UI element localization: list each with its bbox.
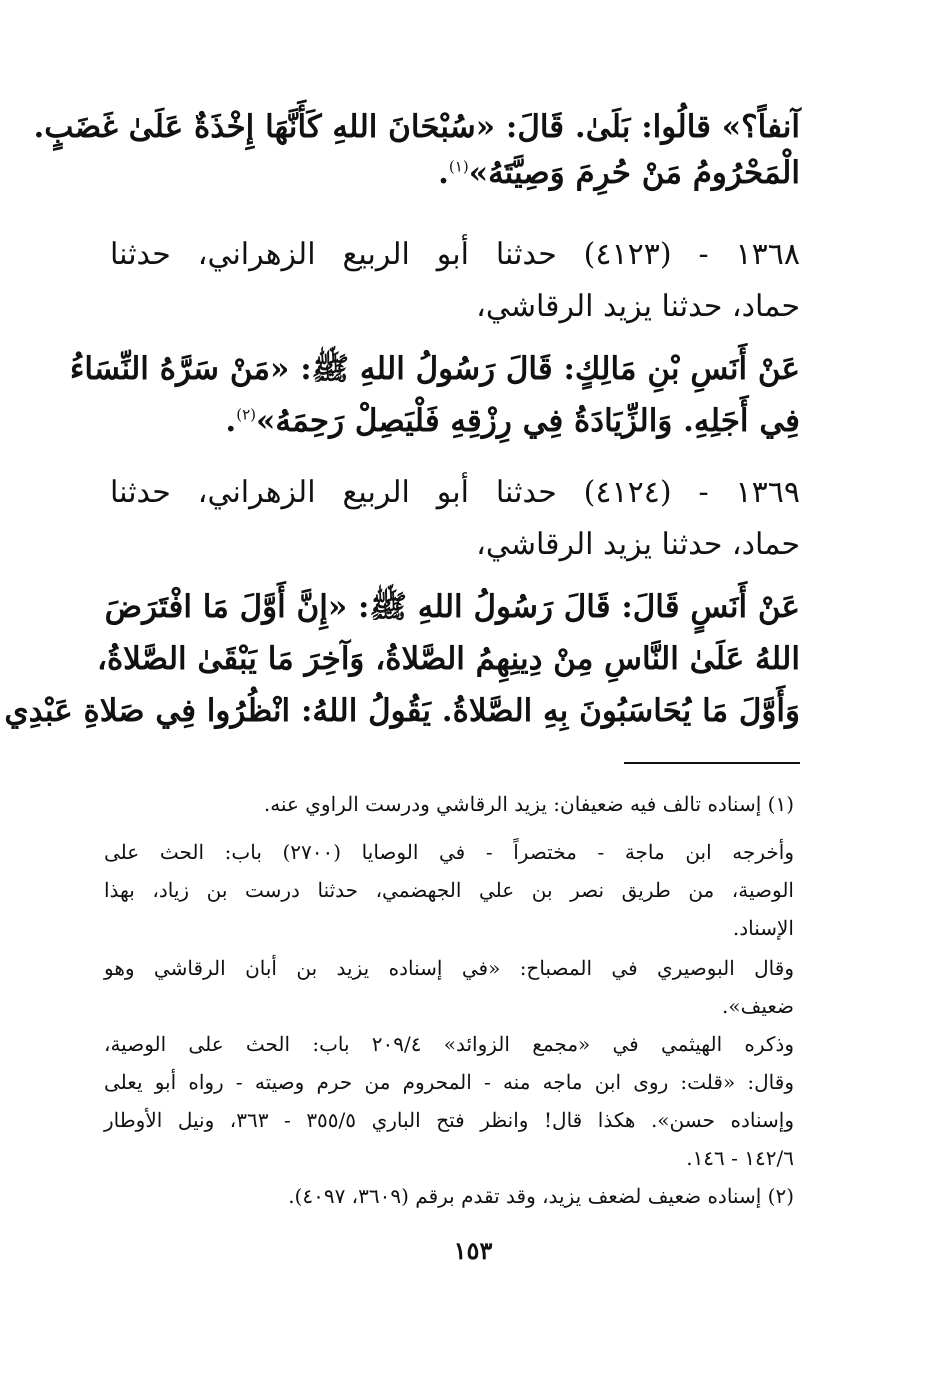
footnote-ref-2: (٢): [236, 405, 256, 424]
footnote-1-line-7: وذكره الهيثمي في «مجمع الزوائد» ٢٠٩/٤ باب: الحث على الوصية،: [104, 1032, 794, 1056]
footnote-1-line-8: وقال: «قلت: روى ابن ماجه منه - المحروم من حرم وصيته - رواه أبو يعلى: [104, 1070, 794, 1094]
footnote-1-line-5: وقال البوصيري في المصباح: «في إسناده يزيد بن أبان الرقاشي وهو: [104, 956, 794, 980]
footnote-2-line-1: (٢) إسناده ضعيف لضعف يزيد، وقد تقدم برقم (٣٦٠٩، ٤٠٩٧).: [288, 1184, 794, 1208]
hadith-1369-line-3: وَأَوَّلَ مَا يُحَاسَبُونَ بِهِ الصَّلاةُ. يَقُولُ اللهُ: انْظُرُوا فِي صَلاةِ عَبْدِي: [4, 693, 800, 729]
footnote-1-line-1: (١) إسناده تالف فيه ضعيفان: يزيد الرقاشي ودرست الراوي عنه.: [263, 792, 794, 816]
hadith-1368-line-2: فِي أَجَلِهِ. وَالزِّيَادَةُ فِي رِزْقِهِ فَلْيَصِلْ رَحِمَهُ»$^{(٢)}$.: [225, 403, 800, 439]
footnote-1-line-9: وإسناده حسن». هكذا قال! وانظر فتح الباري ٣٥٥/٥ - ٣٦٣، ونيل الأوطار: [104, 1108, 794, 1132]
footnote-separator: [624, 762, 800, 764]
hadith-line-1: آنفاً؟» قالُوا: بَلَىٰ. قَالَ: «سُبْحَانَ اللهِ كَأَنَّهَا إِخْذَةٌ عَلَىٰ غَضَبٍ.: [33, 109, 800, 145]
isnad-1368-line-1: ١٣٦٨ - (٤١٢٣) حدثنا أبو الربيع الزهراني، حدثنا: [110, 237, 800, 272]
hadith-1369-line-2: اللهُ عَلَىٰ النَّاسِ مِنْ دِينِهِمُ الصَّلاةُ، وَآخِرَ مَا يَبْقَىٰ الصَّلاةُ،: [96, 641, 800, 677]
isnad-1369-line-1: ١٣٦٩ - (٤١٢٤) حدثنا أبو الربيع الزهراني، حدثنا: [110, 475, 800, 510]
footnote-1-line-2: وأخرجه ابن ماجة - مختصراً - في الوصايا (٢٧٠٠) باب: الحث على: [104, 840, 794, 864]
footnote-1-line-3: الوصية، من طريق نصر بن علي الجهضمي، حدثنا درست بن زياد، بهذا: [104, 878, 794, 902]
page-number: ١٥٣: [453, 1236, 493, 1265]
footnote-ref-1: (١): [448, 157, 469, 176]
footnote-1-line-4: الإسناد.: [732, 916, 794, 940]
hadith-1369-line-1: عَنْ أَنَسٍ قَالَ: قَالَ رَسُولُ اللهِ ﷺ: «إِنَّ أَوَّلَ مَا افْتَرَضَ: [104, 589, 800, 625]
isnad-1368-line-2: حماد، حدثنا يزيد الرقاشي،: [476, 289, 800, 324]
hadith-1368-line-1: عَنْ أَنَسِ بْنِ مَالِكٍ: قَالَ رَسُولُ اللهِ ﷺ: «مَنْ سَرَّهُ النِّسَاءُ: [69, 351, 800, 387]
footnote-1-line-10: ١٤٢/٦ - ١٤٦.: [686, 1146, 794, 1170]
hadith-line-2: الْمَحْرُومُ مَنْ حُرِمَ وَصِيَّتَهُ»$^{(١)}$.: [438, 155, 800, 191]
footnote-1-line-6: ضعيف».: [722, 994, 794, 1018]
isnad-1369-line-2: حماد، حدثنا يزيد الرقاشي،: [476, 527, 800, 562]
